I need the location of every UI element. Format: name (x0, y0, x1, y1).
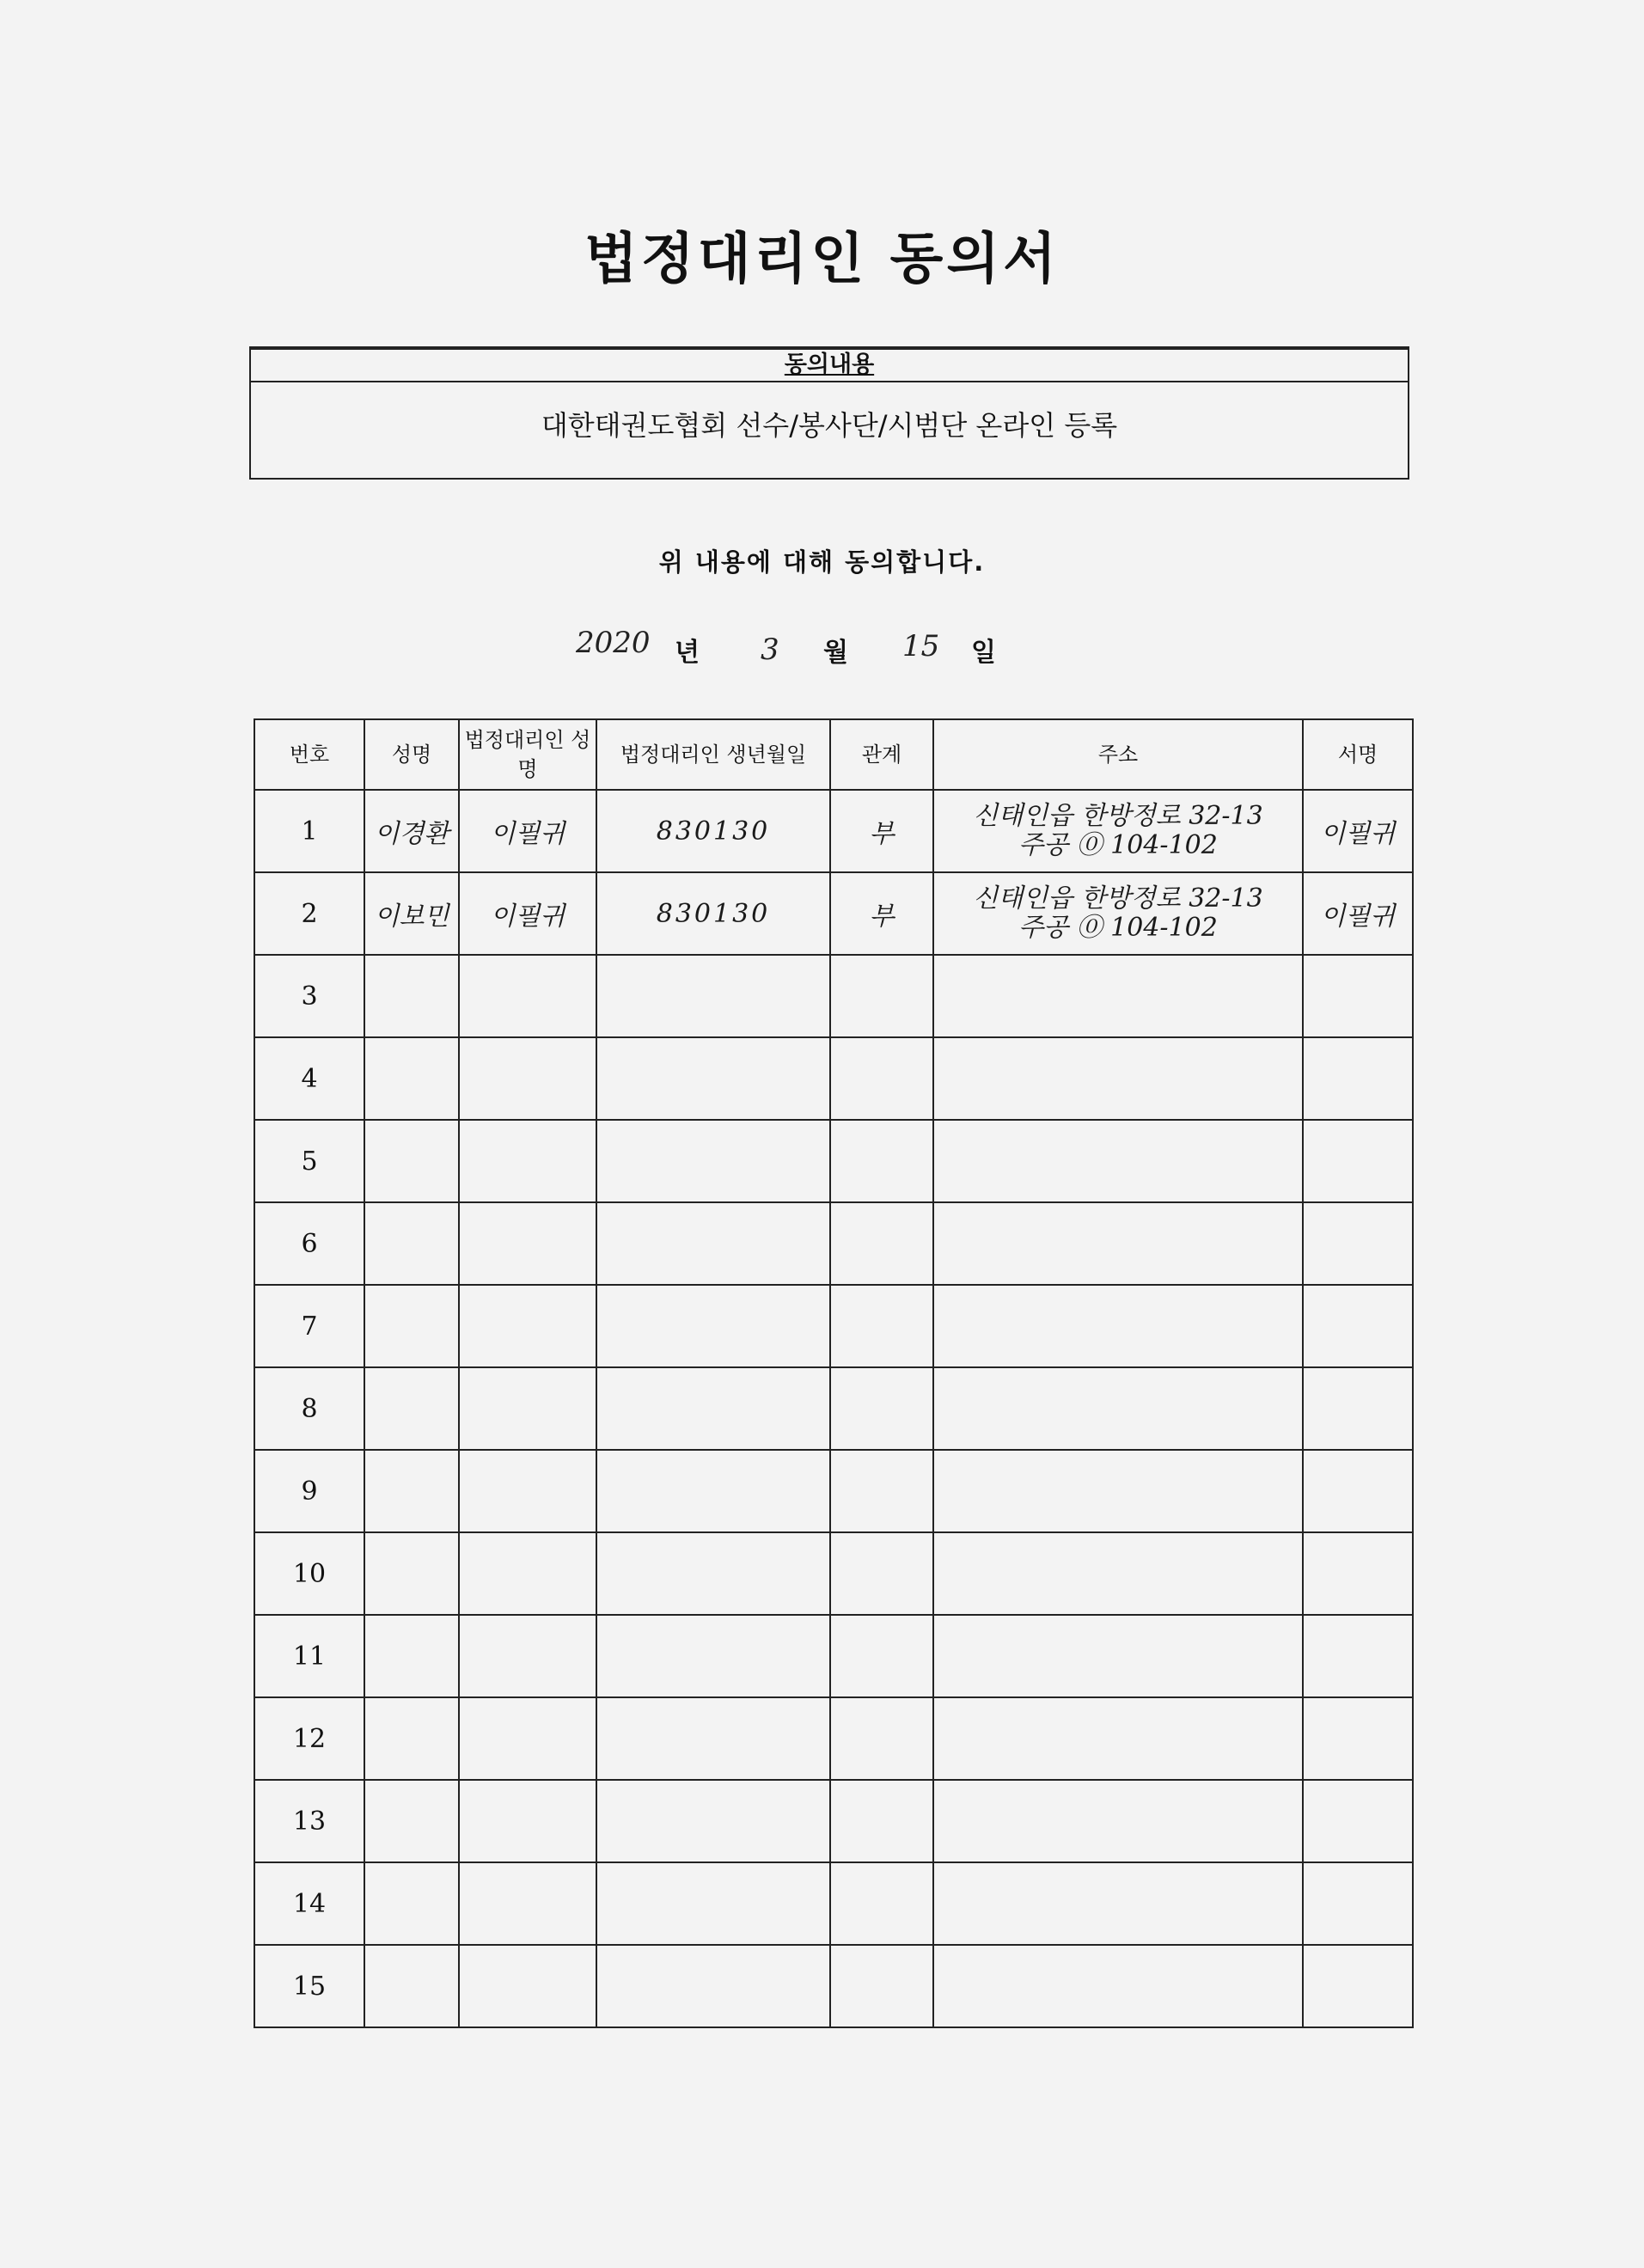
guardian-birth (596, 1120, 830, 1202)
student-name (364, 1697, 459, 1780)
table-row (254, 1532, 1413, 1615)
address (933, 1862, 1303, 1945)
guardian-name: 이필귀 (459, 872, 596, 955)
student-name (364, 1945, 459, 2027)
signature (1303, 1697, 1413, 1780)
page-title: 법정대리인 동의서 (584, 227, 1060, 291)
signature (1303, 1862, 1413, 1945)
address-line-1: 신태인읍 한방정로 32-13 (973, 801, 1263, 831)
signature (1303, 1202, 1413, 1285)
row-number: 5 (254, 1120, 364, 1202)
guardian-birth (596, 1780, 830, 1862)
student-name: 이경환 (364, 790, 459, 872)
date-year-label: 년 (675, 638, 700, 668)
guardian-birth (596, 1697, 830, 1780)
header-relation: 관계 (830, 719, 933, 790)
address (933, 790, 1303, 872)
date-year: 2020 (576, 626, 651, 660)
relation: 부 (830, 872, 933, 955)
relation (830, 1697, 933, 1780)
guardian-name (459, 1367, 596, 1450)
guardian-birth (596, 1285, 830, 1367)
student-name (364, 955, 459, 1037)
guardian-birth (596, 1615, 830, 1697)
table-row (254, 955, 1413, 1037)
row-number: 4 (254, 1037, 364, 1120)
consent-content-body: 대한태권도협회 선수/봉사단/시범단 온라인 등록 (541, 409, 1118, 442)
guardian-birth (596, 1037, 830, 1120)
guardian-birth (596, 1450, 830, 1532)
consent-header-label: 동의내용 (784, 352, 875, 378)
table-row (254, 790, 1413, 872)
table-row (254, 1862, 1413, 1945)
header-signature: 서명 (1303, 719, 1413, 790)
table-row (254, 1615, 1413, 1697)
address (933, 1532, 1303, 1615)
relation: 부 (830, 790, 933, 872)
agreement-statement: 위 내용에 대해 동의합니다. (658, 547, 986, 577)
table-row (254, 1945, 1413, 2027)
guardian-birth: 830130 (596, 872, 830, 955)
row-number: 14 (254, 1862, 364, 1945)
guardian-name (459, 1037, 596, 1120)
address (933, 1450, 1303, 1532)
date-day-label: 일 (971, 638, 996, 668)
row-number: 8 (254, 1367, 364, 1450)
table-row (254, 1285, 1413, 1367)
student-name (364, 1862, 459, 1945)
header-guardian-birth: 법정대리인 생년월일 (596, 719, 830, 790)
guardian-birth (596, 1202, 830, 1285)
signature (1303, 1615, 1413, 1697)
signature: 이필귀 (1303, 872, 1413, 955)
consent-content-box (249, 346, 1409, 480)
address (933, 1367, 1303, 1450)
table-row (254, 1037, 1413, 1120)
signature (1303, 1037, 1413, 1120)
row-number: 7 (254, 1285, 364, 1367)
student-name (364, 1367, 459, 1450)
relation (830, 1862, 933, 1945)
signature (1303, 1780, 1413, 1862)
student-name (364, 1450, 459, 1532)
signature (1303, 1120, 1413, 1202)
row-number: 12 (254, 1697, 364, 1780)
guardian-name (459, 1697, 596, 1780)
table-row (254, 1780, 1413, 1862)
date-month-label: 월 (823, 638, 848, 668)
table-row (254, 1202, 1413, 1285)
table-row (254, 1120, 1413, 1202)
guardian-name (459, 1862, 596, 1945)
row-number: 11 (254, 1615, 364, 1697)
header-no: 번호 (254, 719, 364, 790)
address (933, 1037, 1303, 1120)
guardian-name (459, 1450, 596, 1532)
row-number: 13 (254, 1780, 364, 1862)
relation (830, 1367, 933, 1450)
signature (1303, 1367, 1413, 1450)
guardian-name (459, 1285, 596, 1367)
guardian-name (459, 1202, 596, 1285)
guardian-name (459, 1615, 596, 1697)
guardian-name (459, 1945, 596, 2027)
address-line-2: 주공 ⓪ 104-102 (1018, 913, 1218, 943)
relation (830, 1780, 933, 1862)
consent-content-header (251, 348, 1408, 382)
guardian-birth (596, 1862, 830, 1945)
relation (830, 955, 933, 1037)
student-name (364, 1780, 459, 1862)
address (933, 1285, 1303, 1367)
relation (830, 1532, 933, 1615)
header-name: 성명 (364, 719, 459, 790)
address (933, 955, 1303, 1037)
header-address: 주소 (933, 719, 1303, 790)
row-number: 6 (254, 1202, 364, 1285)
signature (1303, 1285, 1413, 1367)
address (933, 1697, 1303, 1780)
guardian-birth (596, 955, 830, 1037)
table-row (254, 1697, 1413, 1780)
address (933, 1945, 1303, 2027)
row-number: 15 (254, 1945, 364, 2027)
guardian-birth (596, 1945, 830, 2027)
table-row (254, 1367, 1413, 1450)
signature (1303, 1945, 1413, 2027)
row-number: 1 (254, 790, 364, 872)
relation (830, 1945, 933, 2027)
guardian-name (459, 1120, 596, 1202)
date-month: 3 (761, 633, 779, 667)
row-number: 9 (254, 1450, 364, 1532)
guardian-name: 이필귀 (459, 790, 596, 872)
address-line-1: 신태인읍 한방정로 32-13 (973, 883, 1263, 914)
guardian-birth: 830130 (596, 790, 830, 872)
signature (1303, 1532, 1413, 1615)
table-row (254, 872, 1413, 955)
student-name (364, 1037, 459, 1120)
date-line (0, 626, 1644, 677)
student-name (364, 1532, 459, 1615)
table-header-row (254, 719, 1413, 790)
header-guardian-name: 법정대리인 성명 (459, 719, 596, 790)
address (933, 1780, 1303, 1862)
relation (830, 1120, 933, 1202)
row-number: 2 (254, 872, 364, 955)
guardian-name (459, 1532, 596, 1615)
guardian-name (459, 955, 596, 1037)
relation (830, 1037, 933, 1120)
relation (830, 1285, 933, 1367)
student-name (364, 1120, 459, 1202)
table-row (254, 1450, 1413, 1532)
row-number: 10 (254, 1532, 364, 1615)
date-day: 15 (902, 629, 940, 663)
address (933, 1202, 1303, 1285)
row-number: 3 (254, 955, 364, 1037)
relation (830, 1202, 933, 1285)
guardian-name (459, 1780, 596, 1862)
relation (830, 1615, 933, 1697)
signature (1303, 1450, 1413, 1532)
student-name (364, 1615, 459, 1697)
guardian-roster-table (254, 718, 1414, 2028)
signature (1303, 955, 1413, 1037)
relation (830, 1450, 933, 1532)
student-name (364, 1285, 459, 1367)
signature: 이필귀 (1303, 790, 1413, 872)
student-name (364, 1202, 459, 1285)
address (933, 872, 1303, 955)
student-name: 이보민 (364, 872, 459, 955)
guardian-birth (596, 1367, 830, 1450)
address (933, 1615, 1303, 1697)
guardian-birth (596, 1532, 830, 1615)
address (933, 1120, 1303, 1202)
address-line-2: 주공 ⓪ 104-102 (1018, 830, 1218, 860)
